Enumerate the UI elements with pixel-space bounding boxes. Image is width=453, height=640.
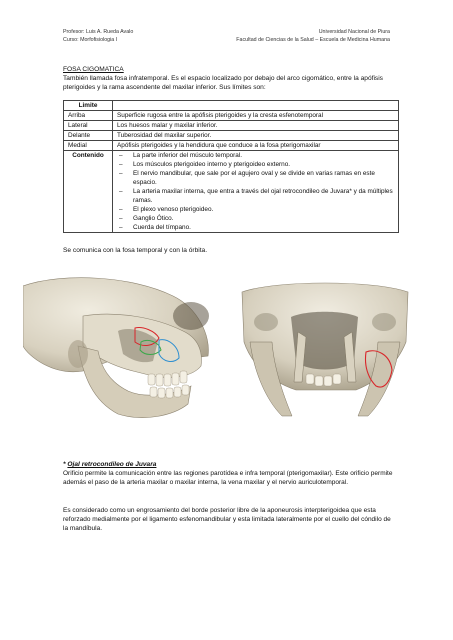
table-header-empty [113,101,399,111]
communication-note: Se comunica con la fosa temporal y con la órbita. [63,247,208,254]
limit-value: Los huesos malar y maxilar inferior. [113,121,399,131]
skull-inferior-image [236,282,414,420]
table-row-content [64,151,399,233]
footnote-title [63,460,156,469]
limit-key: Delante [64,131,113,141]
list-item: – La arteria maxilar interna, que entra a través del ojal retrocondileo de Juvara* y da múltiples ramas. [117,187,394,205]
limit-key: Arriba [64,111,113,121]
limit-value: Tuberosidad del maxilar superior. [113,131,399,141]
list-item: – La parte inferior del músculo temporal. [117,151,394,160]
list-item: – Cuerda del tímpano. [117,223,394,232]
table-header-row [64,101,399,111]
content-list-cell [113,151,399,233]
limit-value: Apófisis pterigoides y la hendidura que conduce a la fosa pterigomaxilar [113,141,399,151]
professor-name: Profesor: Luis A. Rueda Avalo [63,29,134,35]
limits-table [63,100,399,233]
limit-key: Medial [64,141,113,151]
list-item: – Los músculos pterigoideo interno y pterigoideo externo. [117,160,394,169]
limit-key: Lateral [64,121,113,131]
content-label: Contenido [64,151,113,233]
table-row [64,141,399,151]
table-row [64,111,399,121]
faculty-name: Facultad de Ciencias de la Salud – Escuela de Medicina Humana [236,37,390,43]
course-name: Curso: Morfofisiologia I [63,37,118,43]
university-name: Universidad Nacional de Piura [318,29,390,35]
list-item: – El plexo venoso pterigoideo. [117,205,394,214]
table-header-cell: Limite [64,101,113,111]
content-list [117,151,394,232]
table-row [64,131,399,141]
header-right [236,28,390,44]
footnote-paragraph-1: Orificio permite la comunicación entre las regiones parotídea e infra temporal (pterigomaxilar). Este orificio permite además el paso de la arteria maxilar o maxilar interna, la vena maxilar y el nervio auriculotemporal. [63,470,393,486]
list-item: – Ganglio Ótico. [117,214,394,223]
section-title: FOSA CIGOMATICA [63,66,124,73]
footnote-paragraph-2: Es considerado como un engrosamiento del borde posterior libre de la aponeurosis interpterigoidea que esta reforzado medialmente por el ligamento esfenomandibular y esta limitada lateralmente por el cuello del cóndilo de la mandíbula. [63,507,391,532]
footnote-title-text: Ojal retrocondileo de Juvara [67,461,157,468]
header-left [63,28,133,44]
limit-value: Superficie rugosa entre la apófisis pterigoides y la cresta esfenotemporal [113,111,399,121]
skull-lateral-image [23,276,215,424]
list-item: – El nervio mandibular, que sale por el agujero oval y se divide en varias ramas en este espacio. [117,169,394,187]
section-intro: También llamada fosa infratemporal. Es el espacio localizado por debajo del arco cigomático, entre la apófisis pterigoides y la rama ascendente del maxilar inferior. Sus límites son: [63,75,383,91]
footnote-asterisk: * [63,461,68,468]
table-row [64,121,399,131]
